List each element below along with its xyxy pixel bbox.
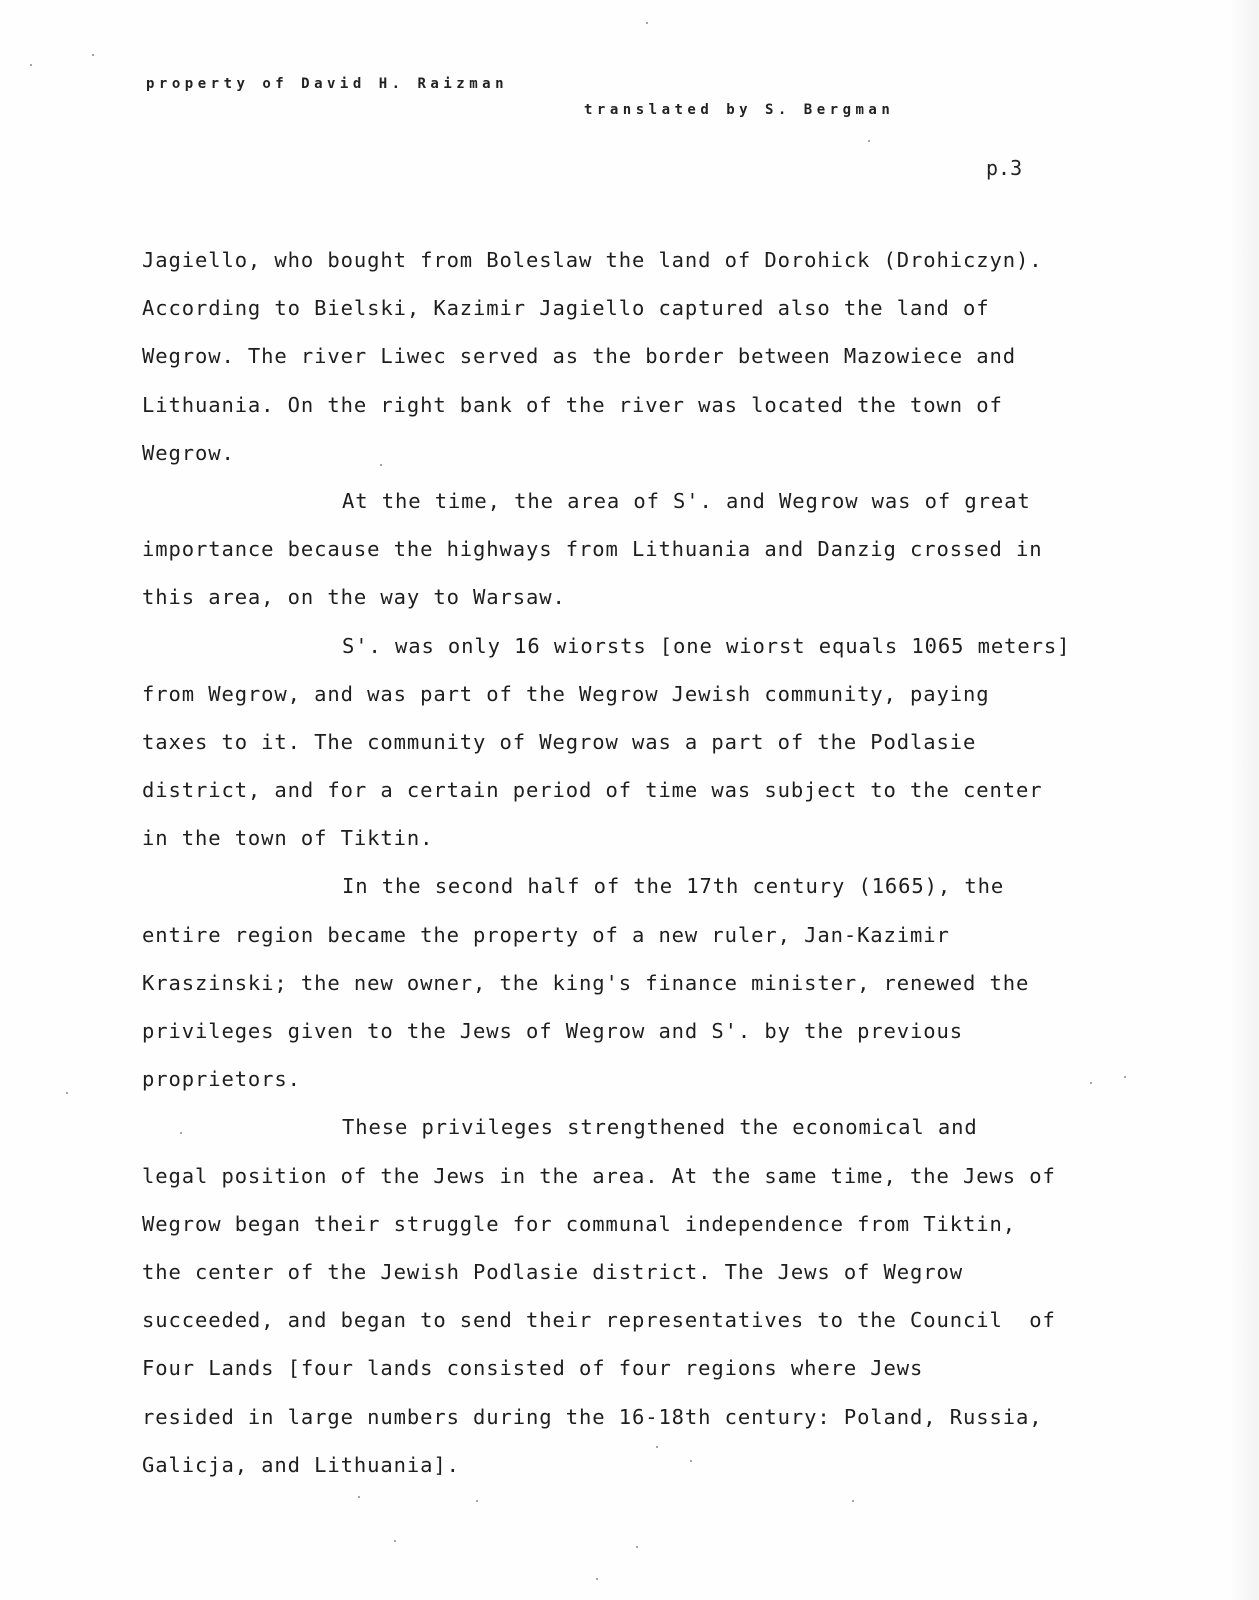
text-line: Kraszinski; the new owner, the king's finance minister, renewed the	[142, 970, 1030, 995]
scan-speck	[852, 1500, 854, 1502]
scan-speck	[380, 464, 382, 466]
scan-speck	[690, 1460, 692, 1462]
text-line: Jagiello, who bought from Boleslaw the land of Dorohick (Drohiczyn).	[142, 248, 1043, 272]
scan-speck	[92, 54, 94, 56]
text-line: According to Bielski, Kazimir Jagiello captured also the land of	[142, 296, 990, 321]
body-text	[142, 236, 1142, 1489]
scan-speck	[30, 64, 32, 66]
scan-speck	[66, 1092, 68, 1094]
scan-speck	[180, 1132, 182, 1134]
paragraph-start-line: S'. was only 16 wiorsts [one wiorst equals 1065 meters]	[342, 633, 1071, 658]
text-line: Lithuania. On the right bank of the river was located the town of	[142, 392, 1003, 417]
paragraph-start-line: At the time, the area of S'. and Wegrow was of great	[342, 488, 1031, 513]
text-line: Galicja, and Lithuania].	[142, 1452, 460, 1477]
translator-line: translated by S. Bergman	[584, 102, 895, 118]
scan-speck	[596, 1578, 598, 1580]
scan-speck	[636, 1546, 638, 1548]
text-line: privileges given to the Jews of Wegrow and S'. by the previous	[142, 1019, 964, 1043]
text-line: Four Lands [four lands consisted of four regions where Jews	[142, 1356, 924, 1381]
text-line: legal position of the Jews in the area. At the same time, the Jews of	[142, 1163, 1056, 1188]
page-number: p.3	[986, 156, 1023, 180]
text-line: succeeded, and began to send their representatives to the Council of	[142, 1308, 1056, 1333]
text-line: this area, on the way to Warsaw.	[142, 585, 566, 610]
scan-speck	[358, 1496, 360, 1498]
scan-speck	[646, 22, 648, 24]
text-line: proprietors.	[142, 1067, 301, 1092]
scan-speck	[476, 1500, 478, 1502]
paragraph-start-line: These privileges strengthened the economical and	[342, 1115, 978, 1140]
text-line: district, and for a certain period of time was subject to the center	[142, 778, 1043, 803]
scan-speck	[868, 140, 870, 142]
text-line: taxes to it. The community of Wegrow was a part of the Podlasie	[142, 729, 977, 754]
text-line: importance because the highways from Lithuania and Danzig crossed in	[142, 537, 1043, 562]
scan-speck	[656, 1446, 658, 1448]
paragraph-start-line: In the second half of the 17th century (1665), the	[342, 874, 1005, 899]
text-line: in the town of Tiktin.	[142, 826, 434, 851]
text-line: Wegrow began their struggle for communal independence from Tiktin,	[142, 1211, 1016, 1236]
ownership-line: property of David H. Raizman	[146, 76, 509, 92]
scan-speck	[394, 1540, 396, 1542]
text-line: entire region became the property of a new ruler, Jan-Kazimir	[142, 922, 950, 947]
text-line: resided in large numbers during the 16-18th century: Poland, Russia,	[142, 1404, 1043, 1429]
text-line: Wegrow.	[142, 440, 235, 465]
scan-speck	[1124, 1076, 1126, 1078]
text-line: the center of the Jewish Podlasie district. The Jews of Wegrow	[142, 1259, 964, 1284]
scan-speck	[1090, 1082, 1092, 1084]
page-edge-shadow	[1229, 0, 1259, 1600]
text-line: from Wegrow, and was part of the Wegrow Jewish community, paying	[142, 681, 990, 706]
text-line: Wegrow. The river Liwec served as the border between Mazowiece and	[142, 344, 1016, 369]
